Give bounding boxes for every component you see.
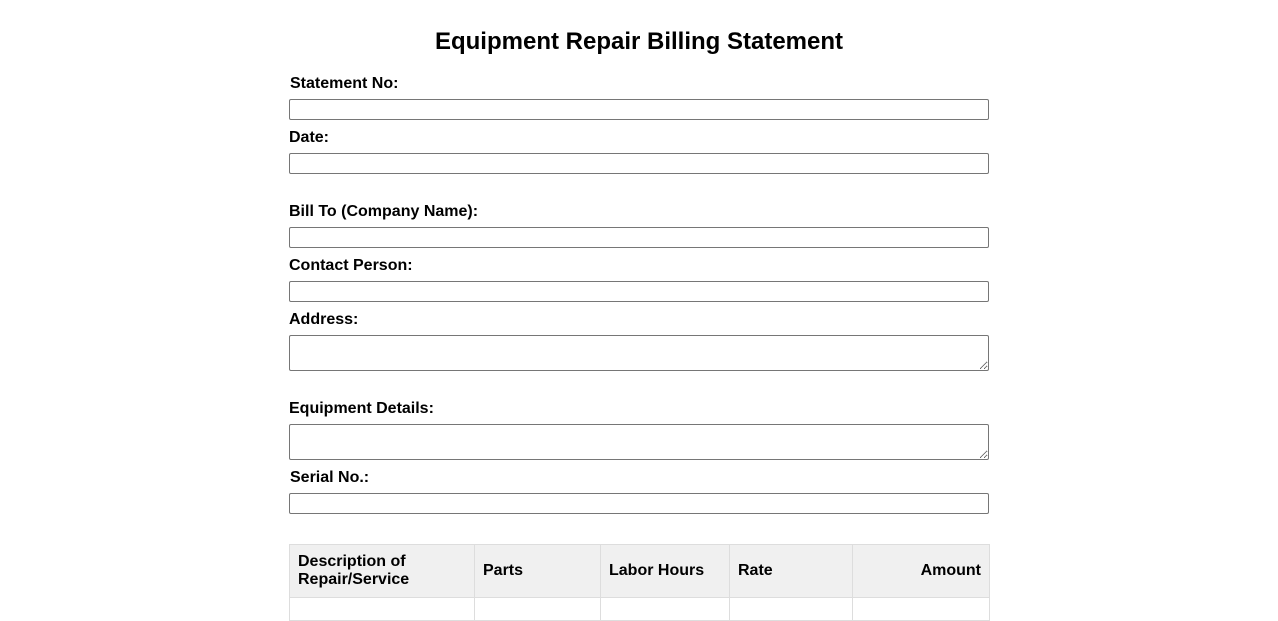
- equipment-details-label: Equipment Details:: [289, 400, 434, 417]
- equipment-details-textarea[interactable]: [289, 424, 989, 460]
- contact-person-input[interactable]: [289, 281, 989, 302]
- equipment-details-group: [289, 400, 989, 460]
- column-header-rate: Rate: [730, 545, 853, 598]
- contact-person-group: [289, 257, 989, 302]
- line-items-table-wrap: [289, 544, 990, 621]
- date-input[interactable]: [289, 153, 989, 174]
- bill-to-label: Bill To (Company Name):: [289, 203, 479, 220]
- statement-no-group: [289, 75, 989, 120]
- line-items-table: [289, 544, 990, 621]
- date-label: Date:: [289, 129, 330, 146]
- column-header-parts: Parts: [475, 545, 601, 598]
- address-label: Address:: [289, 311, 359, 328]
- statement-no-input[interactable]: [289, 99, 989, 120]
- page-title: Equipment Repair Billing Statement: [434, 28, 844, 55]
- billing-statement-form: [289, 0, 989, 588]
- address-textarea[interactable]: [289, 335, 989, 371]
- date-group: [289, 129, 989, 174]
- statement-no-label: Statement No:: [290, 75, 399, 92]
- column-header-description: Description of Repair/Service: [290, 545, 475, 598]
- bill-to-group: [289, 203, 989, 248]
- serial-no-input[interactable]: [289, 493, 989, 514]
- contact-person-label: Contact Person:: [289, 257, 413, 274]
- column-header-amount: Amount: [853, 545, 990, 598]
- table-header-row: [290, 545, 990, 598]
- bill-to-input[interactable]: [289, 227, 989, 248]
- column-header-labor-hours: Labor Hours: [601, 545, 730, 598]
- serial-no-group: [289, 469, 989, 514]
- address-group: [289, 311, 989, 371]
- serial-no-label: Serial No.:: [290, 469, 370, 486]
